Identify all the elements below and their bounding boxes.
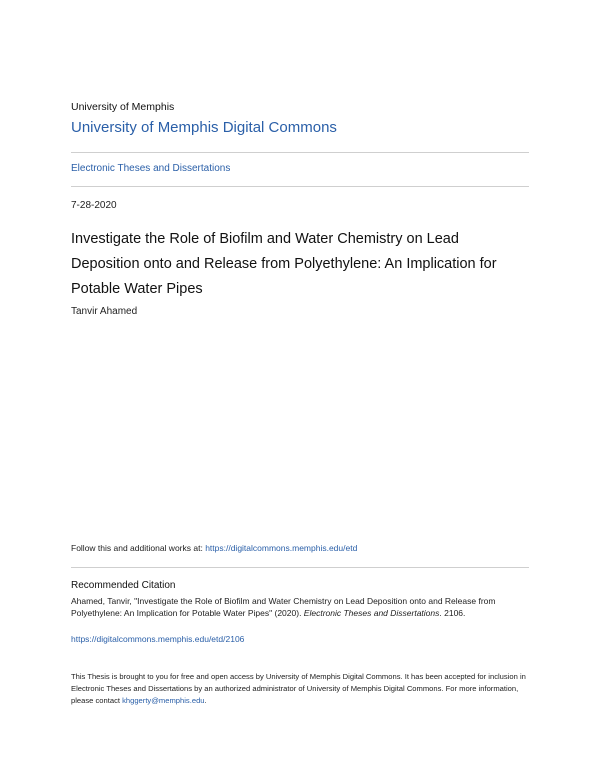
institution-name: University of Memphis	[71, 101, 175, 113]
citation-body: Ahamed, Tanvir, "Investigate the Role of Biofilm and Water Chemistry on Lead Deposition onto and Release from Polyethylene: An Implication for Potable Water Pipes" (2020).	[71, 596, 496, 618]
citation-heading: Recommended Citation	[71, 580, 176, 591]
divider	[71, 186, 529, 187]
document-title: Investigate the Role of Biofilm and Water Chemistry on Lead Deposition onto and Release from Polyethylene: An Implication for Potable Water Pipes	[71, 231, 497, 297]
citation-url-link[interactable]: https://digitalcommons.memphis.edu/etd/2106	[71, 634, 245, 644]
citation-text	[71, 595, 531, 619]
divider	[71, 567, 529, 568]
contact-email-link[interactable]: khggerty@memphis.edu	[122, 696, 205, 705]
access-text: This Thesis is brought to you for free and open access by University of Memphis Digital Commons. It has been accepted for inclusion in Electronic Theses and Dissertations by an authorized administrator of University of Memphis Digital Commons. For more information, please contact	[71, 672, 526, 705]
follow-line	[71, 543, 357, 553]
follow-prefix: Follow this and additional works at:	[71, 543, 206, 553]
access-statement	[71, 671, 531, 707]
author-name: Tanvir Ahamed	[71, 306, 138, 317]
repository-link[interactable]: University of Memphis Digital Commons	[71, 119, 337, 136]
divider	[71, 152, 529, 153]
follow-link[interactable]: https://digitalcommons.memphis.edu/etd	[205, 543, 358, 553]
access-end: .	[204, 696, 207, 705]
citation-journal: Electronic Theses and Dissertations	[303, 608, 440, 618]
citation-number: . 2106.	[439, 608, 466, 618]
series-link[interactable]: Electronic Theses and Dissertations	[71, 163, 231, 174]
publication-date: 7-28-2020	[71, 200, 117, 211]
